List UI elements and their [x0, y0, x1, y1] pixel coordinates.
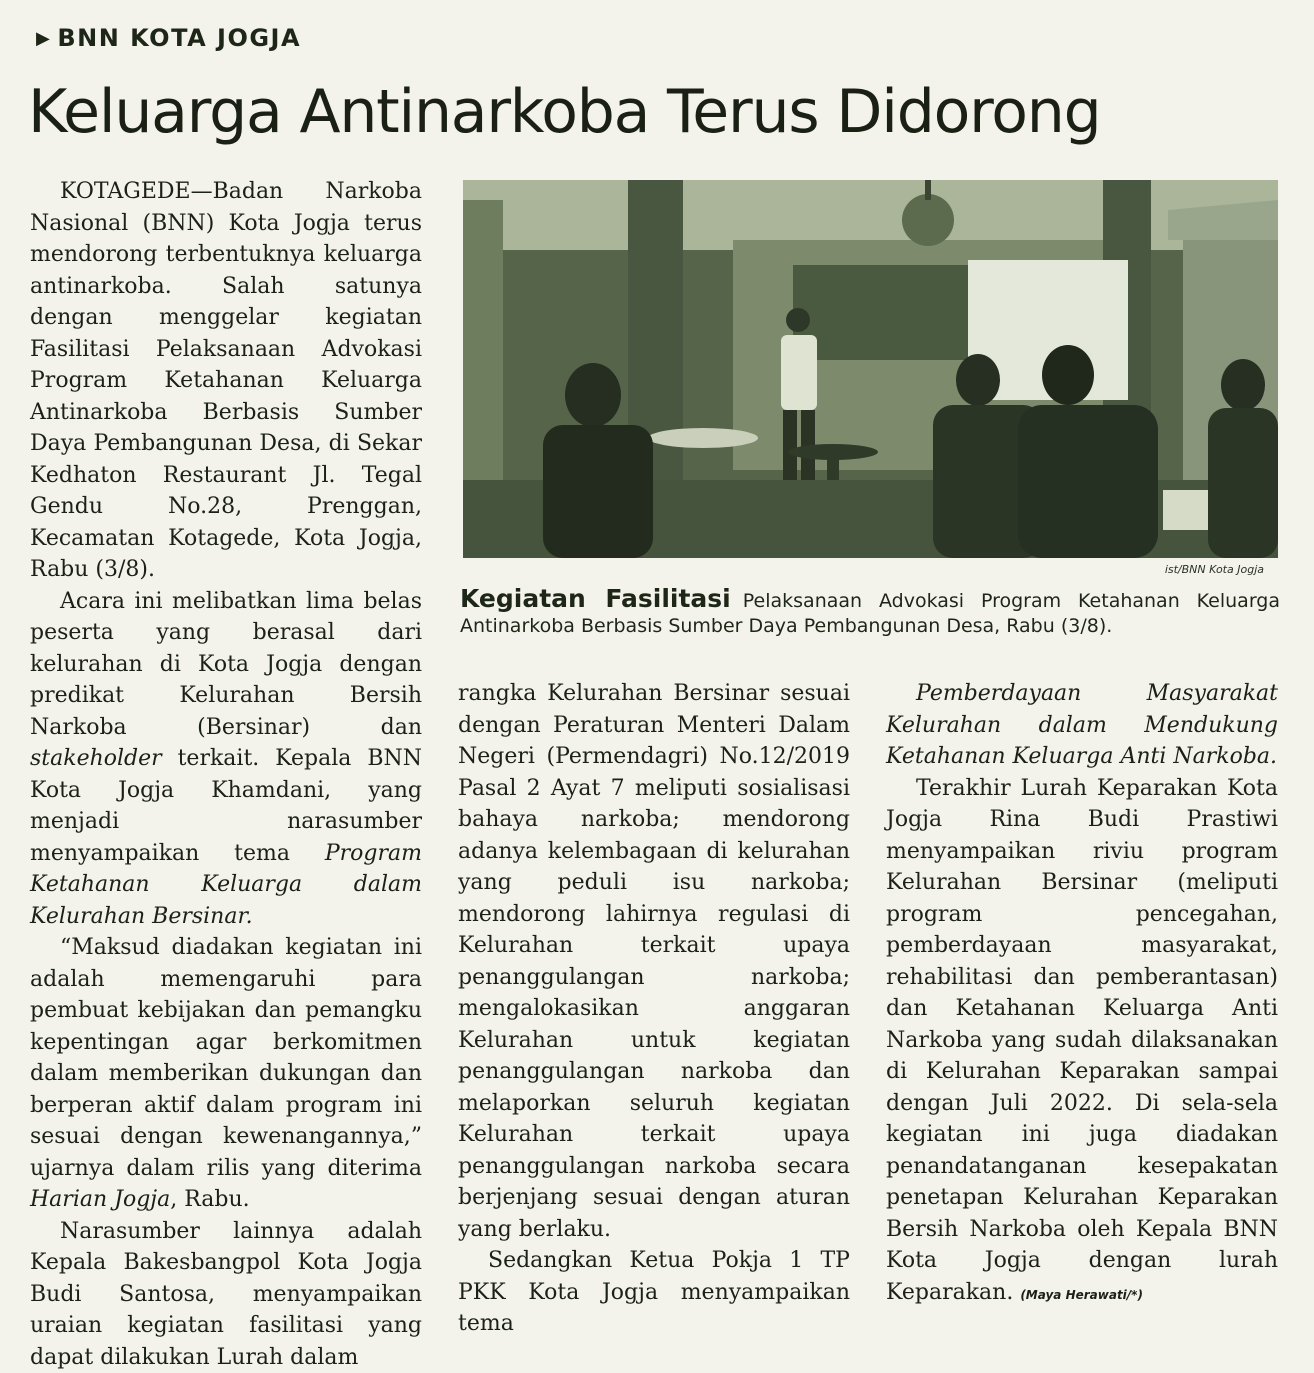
- rubric-label: BNN KOTA JOGJA: [57, 24, 301, 52]
- headline: Keluarga Antinarkoba Terus Didorong: [28, 70, 1288, 154]
- caption-title: Kegiatan Fasilitasi: [460, 584, 731, 613]
- article-column-2: [458, 678, 850, 1340]
- byline: (Maya Herawati/*): [1020, 1288, 1143, 1302]
- event-photo-illustration: [463, 180, 1278, 558]
- paragraph-1: KOTAGEDE—Badan Narkoba Nasional (BNN) Kota Jogja terus mendorong terbentuknya keluarga antinarkoba. Salah satunya dengan menggelar kegiatan Fasilitasi Pelaksanaan Advokasi Program Ketahanan Keluarga Antinarkoba Berbasis Sumber Daya Pembangunan Desa, di Sekar Kedhaton Restaurant Jl. Tegal Gendu No.28, Prenggan, Kecamatan Kotagede, Kota Jogja, Rabu (3/8).: [30, 176, 422, 586]
- article-column-1: [30, 176, 422, 1373]
- event-photo: [463, 180, 1278, 558]
- article-column-3: [886, 678, 1278, 1311]
- paragraph-8: Terakhir Lurah Keparakan Kota Jogja Rina Budi Prastiwi menyampaikan riviu program Kelurahan Bersinar (meliputi program pencegahan, pemberdayaan masyarakat, rehabilitasi dan pemberantasan) dan Ketahanan Keluarga Anti Narkoba yang sudah dilaksanakan di Kelurahan Keparakan sampai dengan Juli 2022. Di sela-sela kegiatan ini juga diadakan penandatanganan kesepakatan penetapan Kelurahan Keparakan Bersih Narkoba oleh Kepala BNN Kota Jogja dengan lurah Keparakan. (Maya Herawati/*): [886, 773, 1278, 1312]
- photo-caption: [460, 586, 1280, 639]
- paragraph-2: Acara ini melibatkan lima belas peserta yang berasal dari kelurahan di Kota Jogja dengan predikat Kelurahan Bersih Narkoba (Bersinar) dan stakeholder terkait. Kepala BNN Kota Jogja Khamdani, yang menjadi narasumber menyampaikan tema Program Ketahanan Keluarga dalam Kelurahan Bersinar.: [30, 586, 422, 933]
- paragraph-7: Pemberdayaan Masyarakat Kelurahan dalam Mendukung Ketahanan Keluarga Anti Narkoba.: [886, 678, 1278, 773]
- paragraph-5: rangka Kelurahan Bersinar sesuai dengan Peraturan Menteri Dalam Negeri (Permendagri) No.12/2019 Pasal 2 Ayat 7 meliputi sosialisasi bahaya narkoba; mendorong adanya kelembagaan di kelurahan yang peduli isu narkoba; mendorong lahirnya regulasi di Kelurahan terkait upaya penanggulangan narkoba; mengalokasikan anggaran Kelurahan untuk kegiatan penanggulangan narkoba dan melaporkan seluruh kegiatan Kelurahan terkait upaya penanggulangan narkoba secara berjenjang sesuai dengan aturan yang berlaku.: [458, 678, 850, 1245]
- caption-text: Pelaksanaan Advokasi Program Ketahanan Keluarga Antinarkoba Berbasis Sumber Daya Pembangunan Desa, Rabu (3/8).: [460, 590, 1280, 637]
- photo-credit: ist/BNN Kota Jogja: [1165, 563, 1264, 576]
- paragraph-3: “Maksud diadakan kegiatan ini adalah memengaruhi para pembuat kebijakan dan pemangku kepentingan agar berkomitmen dalam memberikan dukungan dan berperan aktif dalam program ini sesuai dengan kewenangannya,” ujarnya dalam rilis yang diterima Harian Jogja, Rabu.: [30, 932, 422, 1216]
- paragraph-4: Narasumber lainnya adalah Kepala Bakesbangpol Kota Jogja Budi Santosa, menyampaikan uraian kegiatan fasilitasi yang dapat dilakukan Lurah dalam: [30, 1216, 422, 1373]
- paragraph-6: Sedangkan Ketua Pokja 1 TP PKK Kota Jogja menyampaikan tema: [458, 1245, 850, 1340]
- section-rubric: [36, 24, 301, 52]
- triangle-right-icon: ▶: [36, 28, 51, 49]
